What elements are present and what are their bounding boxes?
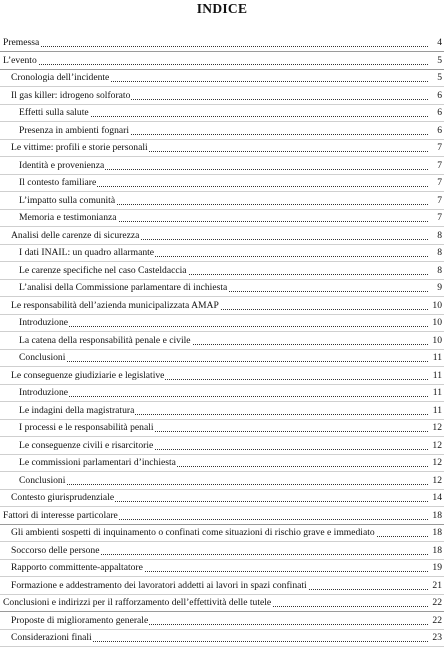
toc-entry[interactable] (0, 422, 444, 434)
toc-separator (0, 419, 444, 420)
toc-entry[interactable] (0, 492, 444, 504)
toc-entry-label: Cronologia dell’incidente (11, 72, 110, 83)
toc-entry[interactable] (0, 387, 444, 399)
toc-entry-label: Presenza in ambienti fognari (19, 124, 130, 136)
toc-separator (0, 191, 444, 192)
toc-entry-label: Le commissioni parlamentari d’inchiesta (19, 457, 176, 468)
toc-entry[interactable] (0, 317, 444, 329)
toc-entry[interactable] (0, 212, 444, 224)
toc-page-number: 14 (432, 492, 442, 503)
toc-entry[interactable] (0, 160, 444, 172)
toc-entry[interactable] (0, 475, 444, 487)
toc-entry[interactable] (0, 195, 444, 207)
toc-entry[interactable] (0, 72, 444, 84)
toc-page-number: 22 (432, 597, 442, 608)
toc-page-number: 8 (437, 264, 442, 276)
toc-page-number: 10 (432, 299, 442, 311)
toc-page-number: 18 (432, 544, 442, 556)
toc-separator (0, 559, 444, 560)
toc-entry-label: Conclusioni e indirizzi per il rafforzamento dell’effettività delle tutele (3, 597, 272, 608)
toc-separator (0, 611, 444, 612)
toc-entry-label: Introduzione (19, 387, 69, 398)
toc-entry-label: L’evento (3, 54, 37, 66)
toc-page-number: 11 (432, 369, 442, 381)
toc-page-number: 6 (437, 89, 442, 101)
toc-entry-label: Le vittime: profili e storie personali (11, 142, 148, 153)
toc-entry[interactable] (0, 457, 444, 469)
toc-separator (0, 139, 444, 140)
toc-entry-label: Formazione e addestramento dei lavoratori addetti ai lavori in spazi confinati (11, 579, 307, 591)
toc-entry-label: Gli ambienti sospetti di inquinamento o confinati come situazioni di rischio grave e immediato (11, 527, 375, 538)
toc-entry-label: Il contesto familiare (19, 177, 97, 188)
toc-separator (0, 331, 444, 332)
toc-leader-dots (21, 484, 428, 485)
toc-page-number: 12 (432, 474, 442, 486)
toc-page-number: 6 (437, 107, 442, 118)
toc-entry[interactable] (0, 37, 444, 49)
toc-entry[interactable] (0, 335, 444, 347)
toc-page-number: 7 (437, 159, 442, 171)
toc-entry-label: Soccorso delle persone (11, 544, 100, 556)
toc-separator (0, 366, 444, 367)
toc-entry-label: L’analisi della Commissione parlamentare di inchiesta (19, 282, 228, 293)
toc-page-number: 8 (437, 229, 442, 241)
toc-entry-label: Analisi delle carenze di sicurezza (11, 229, 140, 241)
toc-entry[interactable] (0, 300, 444, 312)
toc-entry[interactable] (0, 615, 444, 627)
toc-page-number: 18 (432, 509, 442, 521)
toc-page-number: 18 (432, 527, 442, 538)
toc-separator (0, 506, 444, 507)
toc-page-number: 12 (432, 457, 442, 468)
toc-entry-label: Memoria e testimonianza (19, 212, 117, 223)
toc-entry[interactable] (0, 597, 444, 609)
toc-separator (0, 209, 444, 210)
toc-entry-label: Le indagini della magistratura (19, 404, 135, 416)
toc-page-number: 8 (437, 247, 442, 258)
toc-separator (0, 279, 444, 280)
toc-leader-dots (5, 46, 428, 47)
toc-entry[interactable] (0, 405, 444, 417)
toc-entry[interactable] (0, 580, 444, 592)
toc-separator (0, 594, 444, 595)
toc-page-number: 9 (437, 282, 442, 293)
toc-entry-label: Le conseguenze giudiziarie e legislative (11, 369, 165, 381)
toc-entry[interactable] (0, 440, 444, 452)
toc-separator (0, 296, 444, 297)
toc-separator (0, 471, 444, 472)
toc-page-number: 6 (437, 124, 442, 136)
toc-separator (0, 401, 444, 402)
toc-separator (0, 541, 444, 542)
toc-entry[interactable] (0, 55, 444, 67)
toc-entry-label: Conclusioni (19, 352, 66, 363)
toc-entry-label: Il gas killer: idrogeno solforato (11, 89, 131, 101)
toc-entry[interactable] (0, 107, 444, 119)
toc-separator (0, 349, 444, 350)
toc-entry-label: Conclusioni (19, 474, 66, 486)
toc-entry-label: Premessa (3, 37, 40, 48)
toc-page-number: 7 (437, 177, 442, 188)
toc-separator (0, 261, 444, 262)
toc-entry-label: L’impatto sulla comunità (19, 194, 116, 206)
toc-entry-label: Fattori di interesse particolare (3, 509, 118, 521)
toc-page-number: 21 (432, 579, 442, 591)
toc-entry[interactable] (0, 545, 444, 557)
toc-leader-dots (21, 326, 428, 327)
toc-entry[interactable] (0, 177, 444, 189)
toc-separator (0, 69, 444, 70)
toc-separator (0, 86, 444, 87)
toc-separator (0, 524, 444, 525)
toc-separator (0, 489, 444, 490)
toc-page-number: 7 (437, 194, 442, 206)
toc-separator (0, 454, 444, 455)
toc-entry-label: Le responsabilità dell’azienda municipalizzata AMAP (11, 299, 219, 311)
toc-entry[interactable] (0, 527, 444, 539)
toc-page-number: 11 (432, 352, 442, 363)
toc-page-number: 12 (432, 422, 442, 433)
toc-leader-dots (21, 361, 428, 362)
toc-entry[interactable] (0, 352, 444, 364)
toc-entry[interactable] (0, 510, 444, 522)
toc-entry[interactable] (0, 370, 444, 382)
toc-page-number: 11 (432, 404, 442, 416)
toc-entry-label: La catena della responsabilità penale e civile (19, 334, 191, 346)
toc-page-number: 5 (437, 54, 442, 66)
toc-entry-label: Considerazioni finali (11, 632, 92, 643)
toc-separator (0, 244, 444, 245)
toc-entry-label: Le conseguenze civili e risarcitorie (19, 439, 154, 451)
toc-leader-dots (5, 64, 428, 65)
toc-separator (0, 174, 444, 175)
toc-separator (0, 121, 444, 122)
toc-page-number: 10 (432, 317, 442, 328)
toc-page-number: 22 (432, 614, 442, 626)
toc-separator (0, 436, 444, 437)
toc-page-number: 7 (437, 142, 442, 153)
toc-leader-dots (21, 396, 428, 397)
toc-entry[interactable] (0, 265, 444, 277)
toc-page-number: 19 (432, 562, 442, 573)
toc-entry-label: Le carenze specifiche nel caso Casteldaccia (19, 264, 187, 276)
toc-page-number: 7 (437, 212, 442, 223)
toc-entry-label: Effetti sulla salute (19, 107, 89, 118)
toc-entry[interactable] (0, 142, 444, 154)
toc-entry-label: I processi e le responsabilità penali (19, 422, 154, 433)
toc-entry-label: Proposte di miglioramento generale (11, 614, 149, 626)
toc-separator (0, 104, 444, 105)
toc-entry[interactable] (0, 125, 444, 137)
toc-page-number: 12 (432, 439, 442, 451)
toc-page-number: 10 (432, 334, 442, 346)
toc-entry[interactable] (0, 230, 444, 242)
toc-entry-label: Contesto giurisprudenziale (11, 492, 115, 503)
toc-separator (0, 576, 444, 577)
toc-entry[interactable] (0, 282, 444, 294)
toc-entry[interactable] (0, 247, 444, 259)
toc-entry-label: Introduzione (19, 317, 69, 328)
toc-entry-label: Identità e provenienza (19, 159, 105, 171)
toc-page-number: 5 (437, 72, 442, 83)
toc-page-number: 4 (437, 37, 442, 48)
toc-page-number: 23 (432, 632, 442, 643)
toc-separator (0, 314, 444, 315)
toc-separator (0, 156, 444, 157)
toc-separator (0, 226, 444, 227)
toc-entry-label: I dati INAIL: un quadro allarmante (19, 247, 155, 258)
page-title: INDICE (196, 1, 248, 16)
toc-entry[interactable] (0, 90, 444, 102)
toc-entry-label: Rapporto committente-appaltatore (11, 562, 143, 573)
toc-separator (0, 384, 444, 385)
toc-entry[interactable] (0, 562, 444, 574)
toc-entry[interactable] (0, 632, 444, 644)
toc-separator (0, 51, 444, 52)
toc-page-number: 11 (432, 387, 442, 398)
